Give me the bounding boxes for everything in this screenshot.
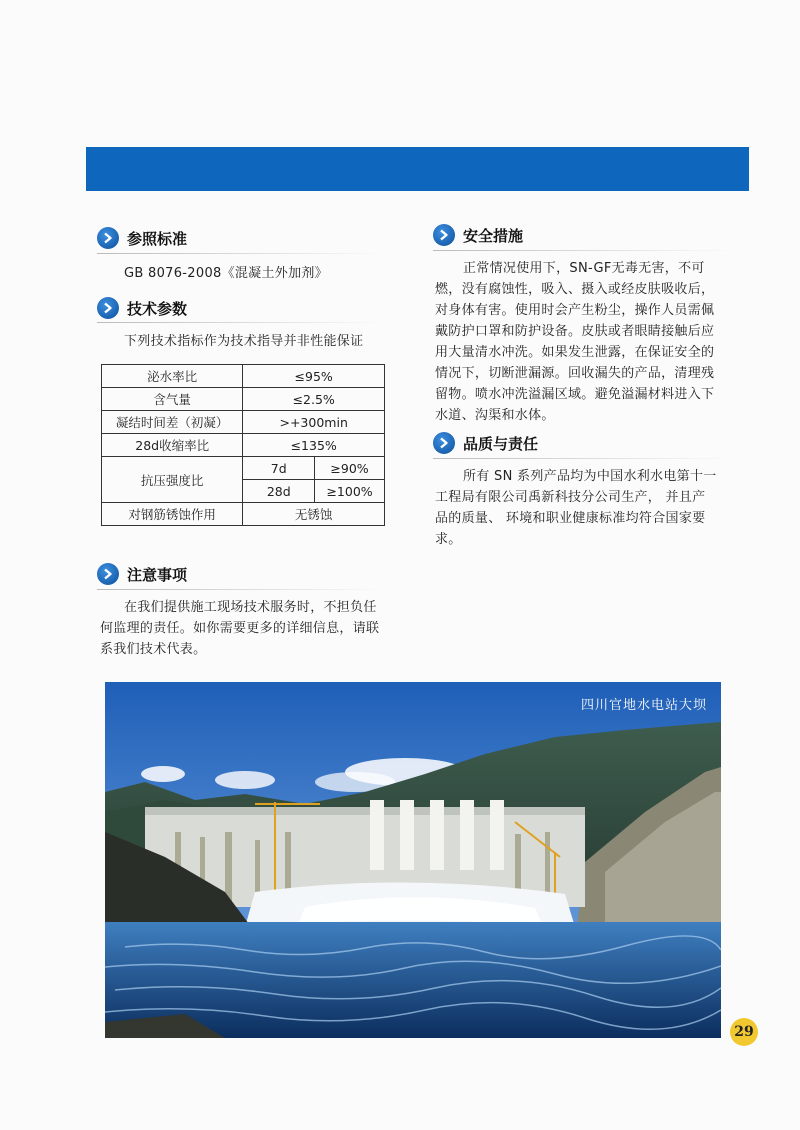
text-line: 正常情况使用下，SN-GF无毒无害，不可	[463, 261, 705, 276]
safety-text	[435, 258, 735, 426]
param-value: ≤2.5%	[243, 388, 385, 411]
text-line: 用大量清水冲洗。如果发生泄露，在保证安全的	[435, 345, 715, 360]
table-row	[102, 503, 385, 526]
text-line: 系我们技术代表。	[100, 642, 207, 657]
param-label: 28d收缩率比	[102, 434, 243, 457]
section-divider	[97, 589, 387, 590]
text-line: 工程局有限公司禹新科技分公司生产， 并且产	[435, 490, 706, 505]
section-divider	[433, 250, 733, 251]
photo-caption: 四川官地水电站大坝	[580, 698, 707, 713]
section-safety-header	[433, 224, 523, 246]
param-value: ≤135%	[243, 434, 385, 457]
dam-photo	[105, 682, 721, 1038]
section-safety-title: 安全措施	[463, 226, 524, 245]
table-row	[102, 411, 385, 434]
param-label: 凝结时间差（初凝）	[102, 411, 243, 434]
chevron-right-icon	[97, 297, 119, 319]
table-row	[102, 457, 385, 480]
standard-text: GB 8076-2008《混凝土外加剂》	[124, 266, 328, 281]
section-tech-header	[97, 297, 187, 319]
section-tech-title: 技术参数	[127, 299, 188, 318]
section-divider	[97, 253, 387, 254]
text-line: 品的质量、 环境和职业健康标准均符合国家要	[435, 511, 706, 526]
section-divider	[433, 458, 733, 459]
text-line: 情况下，切断泄漏源。回收漏失的产品，清理残	[435, 366, 715, 381]
section-standard-header	[97, 227, 187, 249]
param-value: ≥100%	[315, 480, 385, 503]
page-number: 29	[730, 1018, 758, 1046]
param-value: 无锈蚀	[243, 503, 385, 526]
param-label: 泌水率比	[102, 365, 243, 388]
section-divider	[97, 322, 387, 323]
text-line: 水道、沟渠和水体。	[435, 408, 555, 423]
table-row	[102, 388, 385, 411]
text-line: 戴防护口罩和防护设备。皮肤或者眼睛接触后应	[435, 324, 715, 339]
param-value: ≤95%	[243, 365, 385, 388]
quality-text	[435, 466, 735, 550]
param-label: 抗压强度比	[102, 457, 243, 503]
table-row	[102, 434, 385, 457]
param-value: >+300min	[243, 411, 385, 434]
table-row	[102, 365, 385, 388]
text-line: 燃，没有腐蚀性，吸入、摄入或经皮肤吸收后，	[435, 282, 715, 297]
header-banner	[86, 147, 749, 191]
param-age: 28d	[243, 480, 315, 503]
chevron-right-icon	[433, 224, 455, 246]
text-line: 求。	[435, 532, 462, 547]
section-standard-title: 参照标准	[127, 229, 188, 248]
section-notes-header	[97, 563, 187, 585]
notes-text	[100, 597, 390, 660]
chevron-right-icon	[97, 563, 119, 585]
tech-intro: 下列技术指标作为技术指导并非性能保证	[124, 334, 364, 349]
text-line: 所有 SN 系列产品均为中国水利水电第十一	[463, 469, 717, 484]
text-line: 何监理的责任。如你需要更多的详细信息，请联	[100, 621, 380, 636]
text-line: 对身体有害。使用时会产生粉尘，操作人员需佩	[435, 303, 715, 318]
text-line: 在我们提供施工现场技术服务时，不担负任	[124, 600, 377, 615]
tech-params-table	[101, 364, 385, 526]
text-line: 留物。喷水冲洗溢漏区域。避免溢漏材料进入下	[435, 387, 715, 402]
param-age: 7d	[243, 457, 315, 480]
chevron-right-icon	[97, 227, 119, 249]
param-label: 对钢筋锈蚀作用	[102, 503, 243, 526]
param-value: ≥90%	[315, 457, 385, 480]
section-quality-title: 品质与责任	[463, 434, 539, 453]
chevron-right-icon	[433, 432, 455, 454]
section-quality-header	[433, 432, 538, 454]
dam-illustration	[105, 682, 721, 1038]
section-notes-title: 注意事项	[127, 565, 188, 584]
param-label: 含气量	[102, 388, 243, 411]
